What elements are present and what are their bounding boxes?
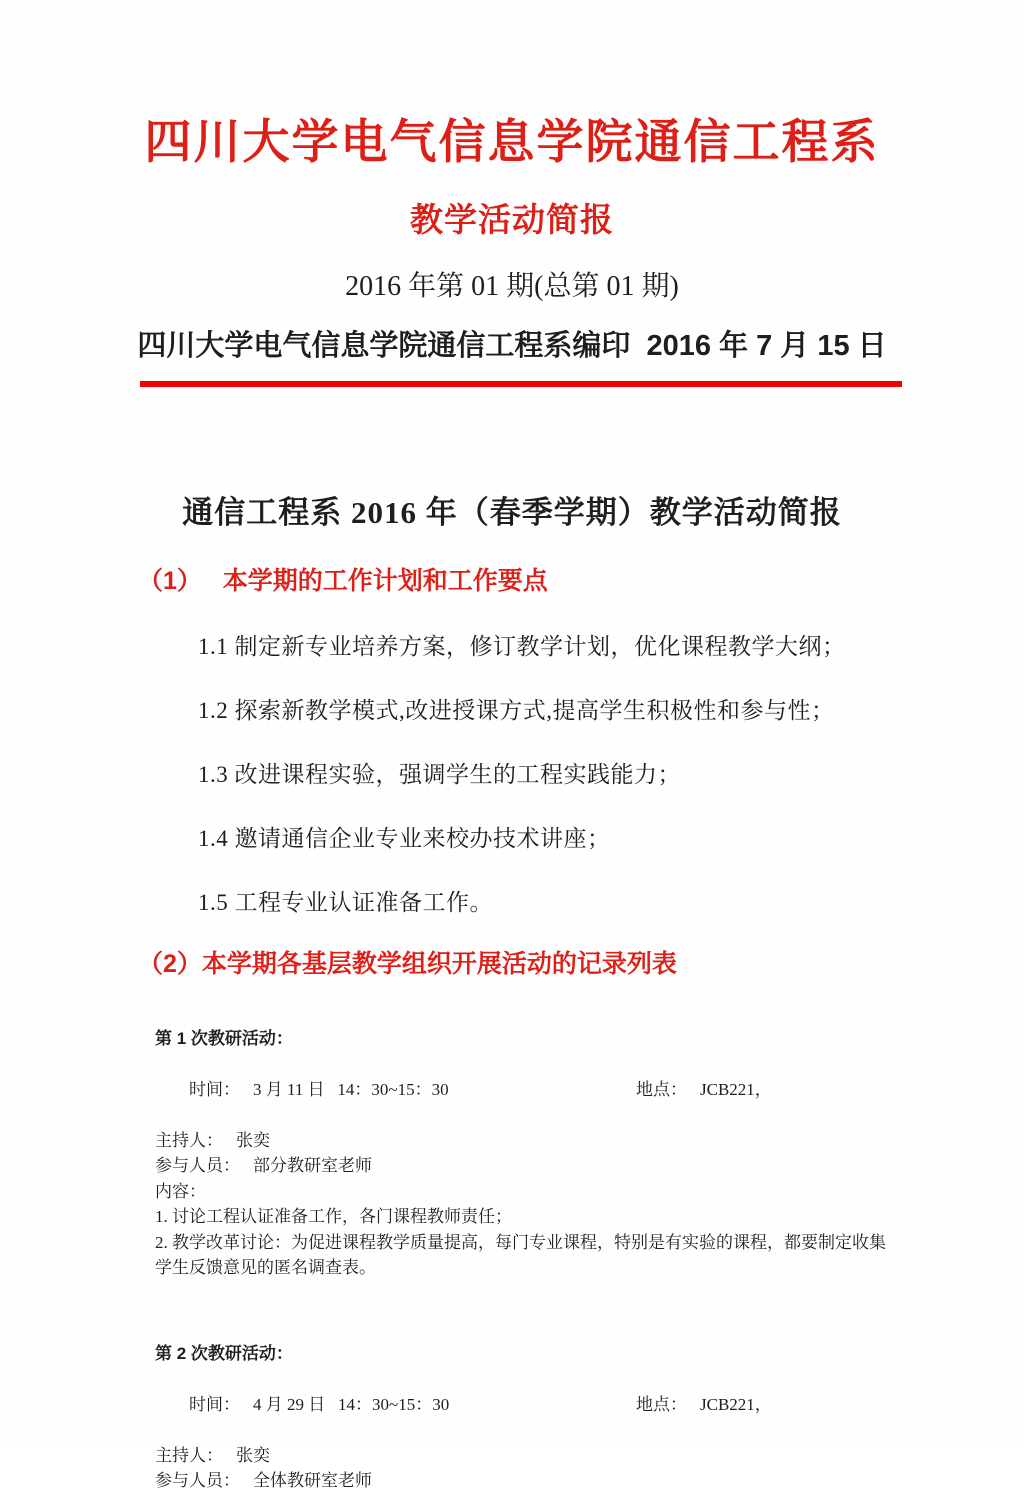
participants-label: 参与人员：: [155, 1471, 240, 1491]
plan-item-1-3: 1.3 改进课程实验，强调学生的工程实践能力；: [198, 761, 681, 787]
masthead-title: 四川大学电气信息学院通信工程系: [144, 115, 880, 168]
activity-2-participants-row: [155, 1468, 894, 1494]
activity-1-time-place-row: [155, 1051, 894, 1128]
plan-item-1-4: 1.4 邀请通信企业专业来校办技术讲座；: [198, 825, 611, 851]
host-label: 主持人：: [155, 1130, 223, 1150]
activity-1-participants-row: [155, 1153, 894, 1179]
participants-label: 参与人员：: [155, 1156, 240, 1176]
time-value: 4 月 29 日 14：30~15：30: [253, 1394, 450, 1414]
plan-item-1-2: 1.2 探索新教学模式,改进授课方式,提高学生积极性和参与性；: [198, 697, 835, 723]
time-value: 3 月 11 日 14：30~15：30: [253, 1079, 449, 1099]
activity-1-content-label-row: [155, 1179, 894, 1205]
place-label: 地点：: [636, 1079, 687, 1099]
masthead-divider-rule: [140, 381, 902, 387]
masthead: [0, 0, 1024, 364]
activity-1-time: [155, 1051, 602, 1128]
place-value: JCB221，: [700, 1394, 772, 1414]
activity-2-place: [602, 1366, 772, 1443]
plan-item-1-5: 1.5 工程专业认证准备工作。: [198, 889, 493, 915]
participants-value: 部分教研室老师: [253, 1156, 372, 1176]
activity-2-title: 第 2 次教研活动：: [155, 1343, 293, 1363]
host-value: 张奕: [236, 1445, 270, 1465]
content-label: 内容：: [155, 1181, 206, 1201]
activity-2-host-row: [155, 1443, 894, 1469]
activity-1-place: [602, 1051, 772, 1128]
report-title: 通信工程系 2016 年（春季学期）教学活动简报: [182, 494, 842, 530]
host-label: 主持人：: [155, 1445, 223, 1465]
section1-heading: （1） 本学期的工作计划和工作要点: [138, 566, 548, 595]
activity-1-host-row: [155, 1128, 894, 1154]
work-plan-list: [198, 628, 924, 917]
host-value: 张奕: [236, 1130, 270, 1150]
plan-item-1-1: 1.1 制定新专业培养方案，修订教学计划，优化课程教学大纲；: [198, 633, 846, 659]
time-label: 时间：: [189, 1079, 240, 1099]
activity-1-content-item-2: 2. 教学改革讨论：为促进课程教学质量提高，每门专业课程，特别是有实验的课程，都要制定收集学生反馈意见的匿名调查表。: [155, 1232, 886, 1278]
activity-record-2: [155, 1341, 894, 1494]
time-label: 时间：: [189, 1394, 240, 1414]
section2-heading: （2）本学期各基层教学组织开展活动的记录列表: [138, 949, 677, 978]
masthead-subtitle: 教学活动简报: [410, 200, 614, 238]
publisher-line: 四川大学电气信息学院通信工程系编印 2016 年 7 月 15 日: [137, 329, 887, 362]
place-label: 地点：: [636, 1394, 687, 1414]
participants-value: 全体教研室老师: [253, 1471, 372, 1491]
activity-2-time: [155, 1366, 602, 1443]
activity-1-content-item-1: 1. 讨论工程认证准备工作，各门课程教师责任；: [155, 1207, 512, 1227]
activity-1-title: 第 1 次教研活动：: [155, 1028, 293, 1048]
place-value: JCB221，: [700, 1079, 772, 1099]
activity-2-time-place-row: [155, 1366, 894, 1443]
activity-record-1: [155, 1026, 894, 1281]
issue-line: 2016 年第 01 期(总第 01 期): [345, 270, 679, 302]
